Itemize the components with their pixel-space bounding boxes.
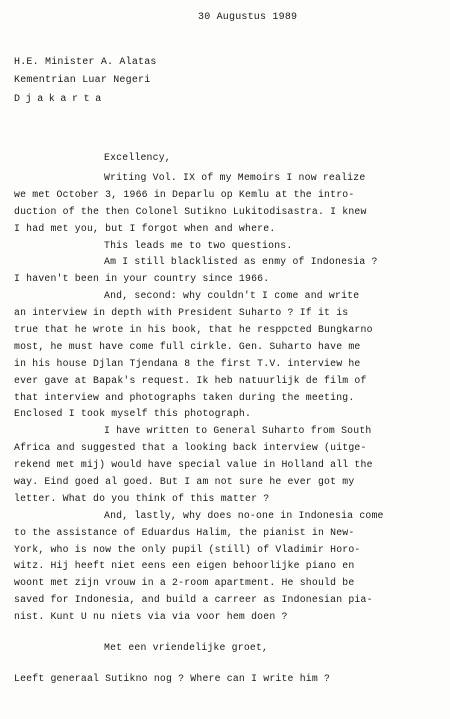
letter-body [14, 170, 446, 626]
body-line: York, who is now the only pupil (still) of Vladimir Horo- [14, 543, 361, 555]
body-line: rekend met mij) would have special value in Holland all the [14, 459, 373, 471]
body-line: Africa and suggested that a looking back interview (uitge- [14, 442, 367, 454]
body-line: ever gave at Bapak's request. Ik heb natuurlijk de film of [14, 374, 367, 386]
salutation: Excellency, [104, 152, 171, 163]
body-line: woont met zijn vrouw in a 2-room apartment. He should be [14, 577, 355, 589]
body-line: true that he wrote in his book, that he resppcted Bungkarno [14, 324, 373, 336]
postscript: Leeft generaal Sutikno nog ? Where can I write him ? [14, 673, 331, 684]
body-line: that interview and photographs taken during the meeting. [14, 391, 355, 403]
letter-date: 30 Augustus 1989 [198, 12, 298, 23]
body-line: saved for Indonesia, and build a carreer as Indonesian pia- [14, 594, 373, 606]
body-line: an interview in depth with President Suharto ? If it is [14, 307, 349, 319]
body-line: duction of the then Colonel Sutikno Lukitodisastra. I knew [14, 205, 367, 217]
address-line-recipient: H.E. Minister A. Alatas [14, 57, 157, 68]
body-line: letter. What do you think of this matter ? [14, 492, 270, 504]
body-line: I had met you, but I forgot when and where. [14, 222, 276, 234]
body-line: we met October 3, 1966 in Deparlu op Kemlu at the intro- [14, 188, 355, 200]
body-line: witz. Hij heeft niet eens een eigen behoorlijke piano en [14, 560, 355, 572]
body-line: way. Eind goed al goed. But I am not sure he ever got my [14, 476, 355, 488]
body-line: And, second: why couldn't I come and write [104, 290, 360, 302]
body-line: Writing Vol. IX of my Memoirs I now realize [104, 172, 366, 183]
closing: Met een vriendelijke groet, [104, 642, 269, 653]
address-line-ministry: Kementrian Luar Negeri [14, 75, 151, 86]
body-line: I haven't been in your country since 1966. [14, 273, 270, 285]
address-line-city: Djakarta [14, 94, 107, 105]
body-line: most, he must have come full cirkle. Gen. Suharto have me [14, 340, 361, 352]
body-line: Enclosed I took myself this photograph. [14, 408, 252, 420]
body-line: I have written to General Suharto from South [104, 425, 372, 437]
body-line: This leads me to two questions. [104, 239, 293, 251]
body-line: And, lastly, why does no-one in Indonesia come [104, 509, 384, 521]
body-line: to the assistance of Eduardus Halim, the pianist in New- [14, 526, 355, 538]
body-line: in his house Djlan Tjendana 8 the first T.V. interview he [14, 357, 361, 369]
body-line: Am I still blacklisted as enmy of Indonesia ? [104, 256, 378, 268]
body-line: nist. Kunt U nu niets via via voor hem doen ? [14, 611, 288, 623]
